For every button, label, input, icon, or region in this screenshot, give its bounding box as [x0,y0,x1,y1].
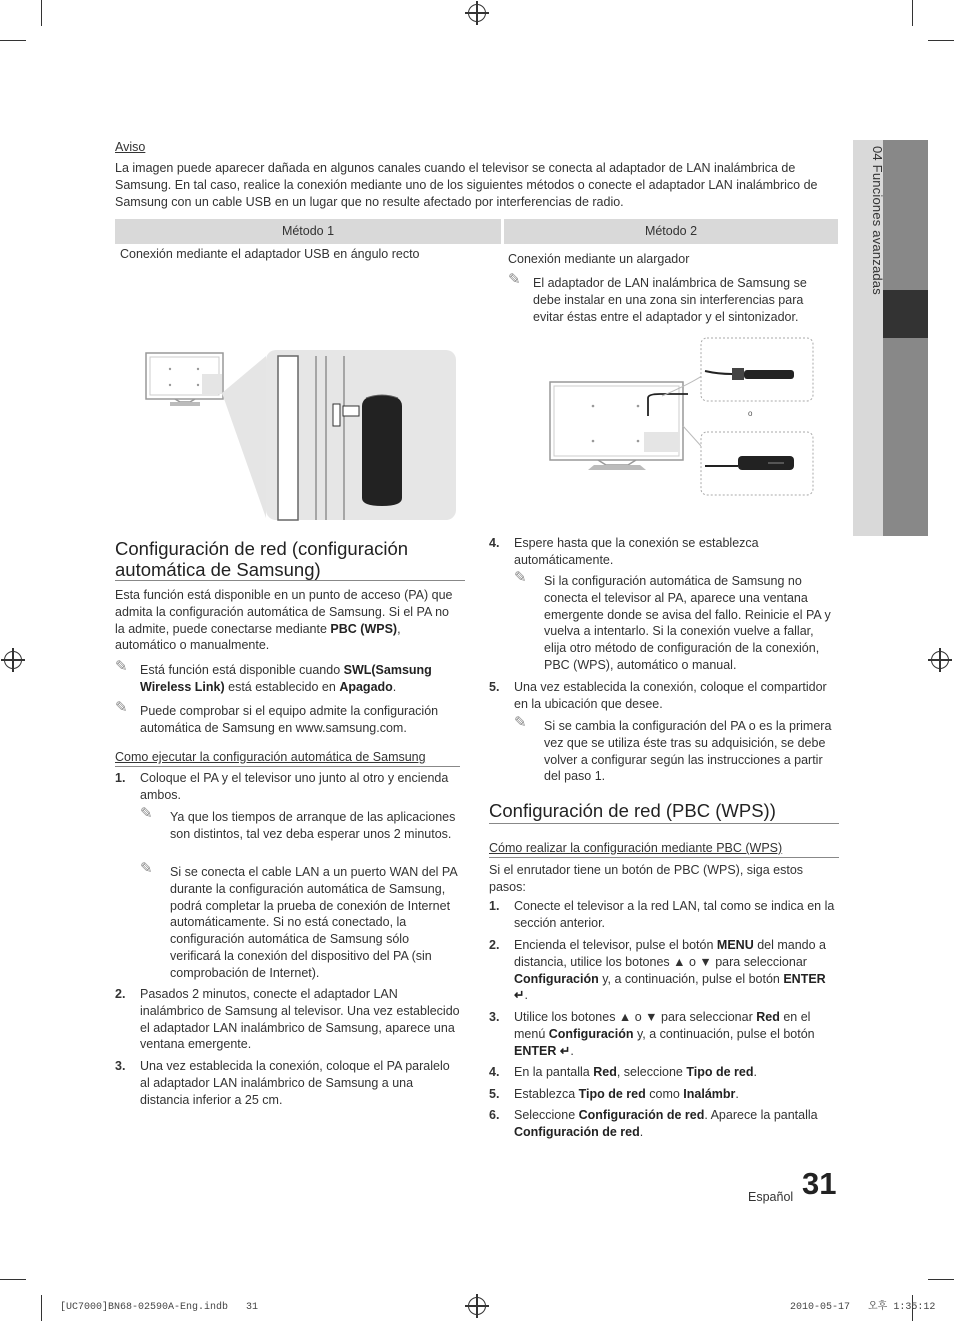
step-text: Pasados 2 minutos, conecte el adaptador LAN inalámbrico de Samsung al televisor. Una vez establecido el adaptador LAN inalámbrico de Samsung, aparece una ventana emergente. [140,987,460,1052]
step-text: Conecte el televisor a la red LAN, tal como se indica en la sección anterior. [514,899,835,930]
step-text: Espere hasta que la conexión se establezca automáticamente. [514,536,759,567]
step-number: 3. [489,1010,500,1024]
method2-text: Conexión mediante un alargador [508,252,690,266]
step-note: Ya que los tiempos de arranque de las aplicaciones son distintos, tal vez deba esperar unos 2 minutos. [170,810,456,841]
note-icon: ✎ [115,658,128,675]
step-note: Si la configuración automática de Samsung no conecta el televisor al PA, aparece una ventana emergente donde se avisa del fallo. Reinicie el PA y vuelva a intentarlo. Si la conexión vuelve a fallar, elija otro método de configuración de la conexión, PBC (WPS), automático o manual. [544,574,831,672]
step-text: Utilice los botones ▲ o ▼ para seleccionar Red en el menú Configuración y, a continuación, pulse el botón ENTER ↵. [514,1010,815,1058]
note-swl: Está función está disponible cuando SWL(Samsung Wireless Link) está establecido en Apagado. [140,663,432,694]
step-text: Una vez establecida la conexión, coloque el compartidor en la ubicación que desee. [514,680,827,711]
or-label: o [748,409,753,418]
footer-file: [UC7000]BN68-02590A-Eng.indb 31 [60,1302,259,1313]
method2-note: El adaptador de LAN inalámbrica de Samsung se debe instalar en una zona sin interferencias para evitar éstas entre el adaptador y el sintonizador. [533,276,807,324]
step-number: 3. [115,1059,126,1073]
page-number: 31 [802,1166,837,1201]
footer-date: 2010-05-17 오후 1:35:12 [790,1302,936,1313]
note-website: Puede comprobar si el equipo admite la configuración automática de Samsung en www.samsung.com. [140,704,439,735]
step-text: Establezca Tipo de red como Inalámbr. [514,1087,739,1101]
crop-mark [41,0,42,26]
step-number: 4. [489,1065,500,1079]
step-note: Si se conecta el cable LAN a un puerto WAN del PA durante la configuración automática de Samsung, podrá completar la prueba de conexión de Internet automáticamente. Si no está conectado, la configuración automática de Samsung sólo verificará la conexión del dispositivo del PA (sin comprobación de Internet). [170,865,457,980]
crop-mark [0,1279,26,1280]
crop-mark [928,1279,954,1280]
step-number: 5. [489,680,500,694]
notice-body: La imagen puede aparecer dañada en algunos canales cuando el televisor se conecta al adaptador de LAN inalámbrica de Samsung. En tal caso, realice la conexión mediante uno de los siguientes métodos o conecte el adaptador LAN inalámbrico de Samsung con un cable USB en un lugar que no resulte afectado por interferencias de radio. [115,161,818,209]
step-text: En la pantalla Red, seleccione Tipo de red. [514,1065,757,1079]
table-header-method1: Método 1 [115,219,501,244]
section-heading: Configuración de red (configuración automática de Samsung) [115,538,409,580]
step-number: 4. [489,536,500,550]
crop-mark [912,0,913,26]
chapter-label: 04 Funciones avanzadas [869,146,885,295]
extension-cable-illustration [548,336,818,498]
notice-title: Aviso [115,140,146,154]
step-text: Coloque el PA y el televisor uno junto al otro y encienda ambos. [140,771,449,802]
registration-mark-icon [468,4,486,22]
table-header-method2: Método 2 [504,219,838,244]
step-number: 1. [489,899,500,913]
crop-mark [0,40,26,41]
enter-icon: ↵ [514,988,525,1003]
crop-mark [928,40,954,41]
step-number: 2. [115,987,126,1001]
step-number: 2. [489,938,500,952]
note-icon: ✎ [140,805,153,822]
note-icon: ✎ [514,714,527,731]
section-intro: Esta función está disponible en un punto de acceso (PA) que admita la configuración automática de Samsung. Si el PA no la admite, puede conectarse mediante PBC (WPS), automático o manualmente. [115,588,453,653]
note-icon: ✎ [115,699,128,716]
crop-mark [41,1295,42,1321]
registration-mark-icon [931,651,949,669]
side-tab-bar [883,140,928,290]
section-intro: Si el enrutador tiene un botón de PBC (WPS), siga estos pasos: [489,863,804,894]
heading-rule [115,580,465,581]
subheading-rule [489,857,839,858]
registration-mark-icon [4,651,22,669]
side-tab-bar [883,338,928,536]
note-icon: ✎ [508,271,521,288]
usb-adapter-illustration [140,348,460,523]
step-text: Encienda el televisor, pulse el botón MENU del mando a distancia, utilice los botones ▲ o ▼ para seleccionar Configuración y, a continuación, pulse el botón ENTER ↵. [514,938,827,1003]
footer-language: Español [748,1190,794,1204]
step-number: 1. [115,771,126,785]
heading-rule [489,823,839,824]
step-number: 6. [489,1108,500,1122]
subheading: Como ejecutar la configuración automática de Samsung [115,750,426,764]
subheading-rule [115,766,460,767]
subheading: Cómo realizar la configuración mediante PBC (WPS) [489,841,783,855]
step-number: 5. [489,1087,500,1101]
method1-text: Conexión mediante el adaptador USB en ángulo recto [120,247,420,261]
step-text: Una vez establecida la conexión, coloque el PA paralelo al adaptador LAN inalámbrico de Samsung a una distancia inferior a 25 cm. [140,1059,450,1107]
enter-icon: ↵ [556,1043,571,1058]
side-tab-active [883,290,928,338]
note-icon: ✎ [140,860,153,877]
section-heading: Configuración de red (PBC (WPS)) [489,800,776,821]
note-icon: ✎ [514,569,527,586]
registration-mark-icon [468,1297,486,1315]
step-text: Seleccione Configuración de red. Aparece la pantalla Configuración de red. [514,1108,818,1139]
step-note: Si se cambia la configuración del PA o es la primera vez que se utiliza éste tras su adquisición, se debe volver a configurar según las instrucciones a partir del paso 1. [544,719,832,784]
